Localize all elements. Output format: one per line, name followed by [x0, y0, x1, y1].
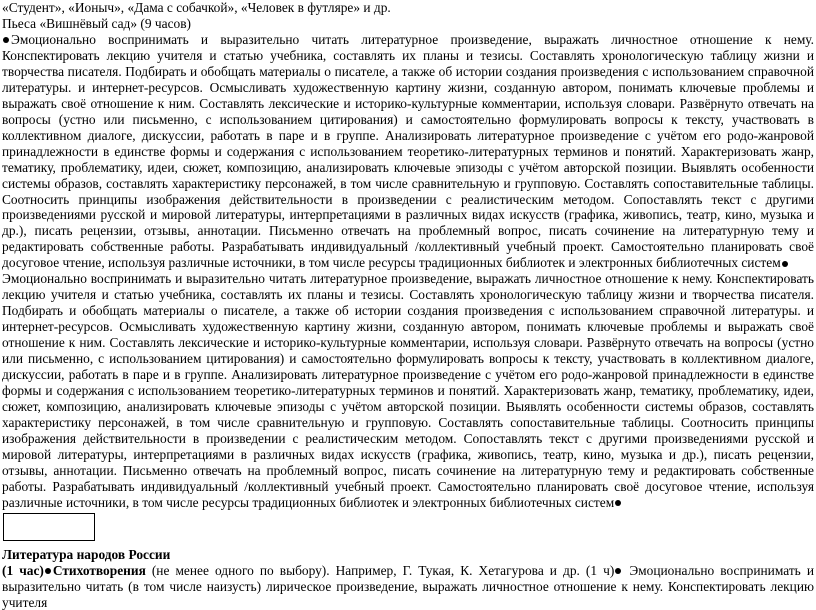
play-title: Пьеса «Вишнёвый сад» (9 часов) — [2, 16, 192, 31]
section-subtitle: Стихотворения — [52, 562, 146, 578]
bullet-icon — [615, 568, 621, 574]
competencies-text-1: Эмоционально воспринимать и выразительно читать литературное произведение, выражать личностное отношение к нему. Конспектировать лекцию учителя и статью учебника, составлять их планы и тезисы. Составлять хронологическую таблицу жизни и творчества писателя. Подбирать и обобщать материалы о писателе, а также об истории создания произведения с использованием справочной литературы. и интернет-ресурсов. Осмысливать художественную картину жизни, созданную автором, понимать ключевые проблемы и выражать своё отношение к ним. Составлять лексические и историко-культурные комментарии, используя словари. Развёрнуто отвечать на вопросы (устно или письменно, с использованием цитирования) и самостоятельно формулировать вопросы к тексту, участвовать в коллективном диалоге, дискуссии, работать в паре и в группе. Анализировать литературное произведение с учётом его родо-жанровой принадлежности в единстве формы и содержания с использованием теоретико-литературных терминов и понятий. Характеризовать жанр, тематику, проблематику, идеи, сюжет, композицию, анализировать ключевые эпизоды с учётом авторской позиции. Выявлять особенности системы образов, составлять характеристику персонажей, в том числе сравнительную и групповую. Составлять сопоставительные таблицы. Соотносить принципы изображения действительности в произведении с реалистическим методом. Сопоставлять текст с другими произведениями русской и мировой литературы, интерпретациями в различных видах искусств (графика, живопись, театр, кино, музыка и др.), писать рецензии, отзывы, аннотации. Письменно отвечать на проблемный вопрос, писать сочинение на литературную тему и редактировать собственные работы. Разрабатывать индивидуальный /коллективный учебный проект. Самостоятельно планировать своё досуговое чтение, используя различные источники, в том числе ресурсы традиционных библиотек и электронных библиотечных систем — [2, 32, 814, 271]
works-line: «Студент», «Ионыч», «Дама с собачкой», «Человек в футляре» и др. — [2, 0, 391, 15]
empty-table-cell — [3, 513, 95, 541]
section-intro: (не менее одного по выбору). Например, Г. Тукая, К. Хетагурова и др. (1 ч) — [145, 562, 615, 578]
bullet-icon — [615, 500, 621, 506]
bullet-icon — [45, 568, 51, 574]
competencies-block-1 — [2, 32, 814, 271]
competencies-block-2 — [2, 271, 814, 510]
section-text: Эмоционально воспринимать и выразительно читать (в том числе наизусть) лирическое произведение, выражать личностное отношение к нему. Конспектировать лекцию учителя — [2, 562, 814, 610]
section-paragraph — [2, 563, 814, 610]
bullet-icon — [782, 261, 788, 267]
section-title: Литература народов России — [2, 546, 171, 562]
competencies-text-2: Эмоционально воспринимать и выразительно читать литературное произведение, выражать личностное отношение к нему. Конспектировать лекцию учителя и статью учебника, составлять их планы и тезисы. Составлять хронологическую таблицу жизни и творчества писателя. Подбирать и обобщать материалы о писателе, а также об истории создания произведения с использованием справочной литературы. и интернет-ресурсов. Осмысливать художественную картину жизни, созданную автором, понимать ключевые проблемы и выражать своё отношение к ним. Составлять лексические и историко-культурные комментарии, используя словари. Развёрнуто отвечать на вопросы (устно или письменно, с использованием цитирования) и самостоятельно формулировать вопросы к тексту, участвовать в коллективном диалоге, дискуссии, работать в паре и в группе. Анализировать литературное произведение с учётом его родо-жанровой принадлежности в единстве формы и содержания с использованием теоретико-литературных терминов и понятий. Характеризовать жанр, тематику, проблематику, идеи, сюжет, композицию, анализировать ключевые эпизоды с учётом авторской позиции. Выявлять особенности системы образов, составлять характеристику персонажей, в том числе сравнительную и групповую. Составлять сопоставительные таблицы. Соотносить принципы изображения действительности в произведении с реалистическим методом. Сопоставлять текст с другими произведениями русской и мировой литературы, интерпретациями в различных видах искусств (графика, живопись, театр, кино, музыка и др.), писать рецензии, отзывы, аннотации. Письменно отвечать на проблемный вопрос, писать сочинение на литературную тему и редактировать собственные работы. Разрабатывать индивидуальный /коллективный учебный проект. Самостоятельно планировать своё досуговое чтение, используя различные источники, в том числе ресурсы традиционных библиотек и электронных библиотечных систем — [2, 271, 814, 510]
section-hours: (1 час) — [2, 562, 44, 578]
bullet-icon — [3, 37, 9, 43]
